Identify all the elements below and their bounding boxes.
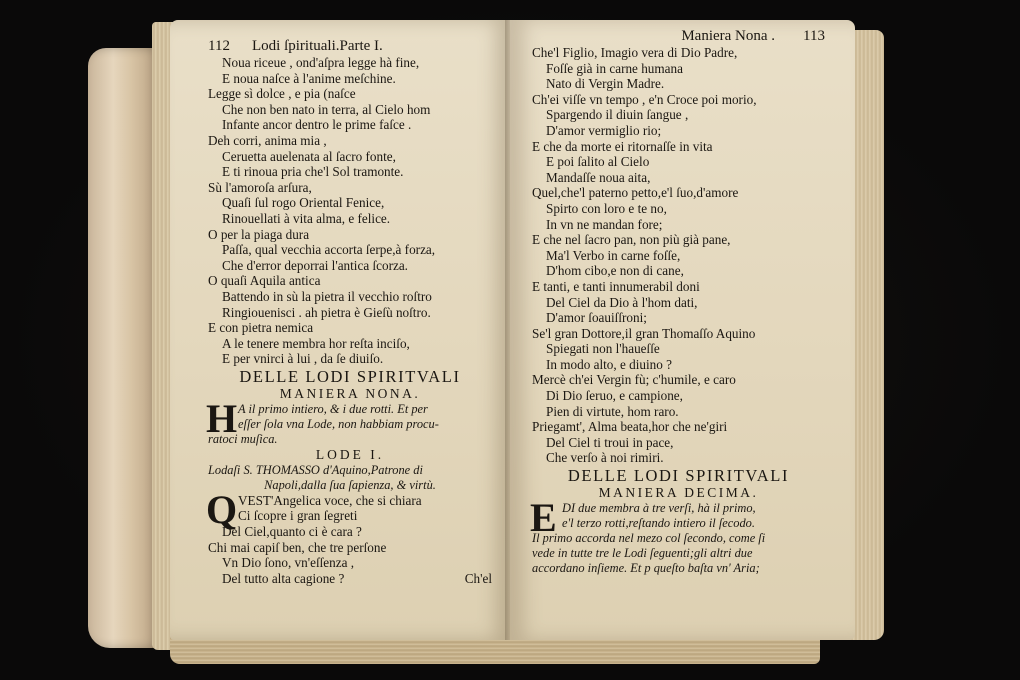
verse-line: Battendo in sù la pietra il vecchio roſtro [222, 288, 432, 304]
verse-line: Ma'l Verbo in carne foſſe, [546, 247, 681, 263]
running-head-title: Maniera Nona . [681, 28, 776, 44]
running-head [532, 28, 825, 45]
verse-line: Del Ciel,quanto ci è cara ? [222, 524, 362, 540]
intro-line: vede in tutte tre le Lodi ſeguenti;gli altri due [532, 546, 753, 561]
verse-line: E che da morte ei ritornaſſe in vita [532, 138, 713, 154]
verse-line: E noua naſce à l'anime meſchine. [222, 70, 396, 86]
verse-line: Rinouellati à vita alma, e felice. [222, 210, 391, 226]
page-number: 113 [803, 28, 825, 44]
intro-paragraph [530, 495, 825, 576]
section-title: DELLE LODI SPIRITVALI [567, 466, 790, 486]
running-head [208, 38, 492, 55]
verse-line: VEST'Angelica voce, che si chiara [238, 492, 422, 508]
verse-line: E ti rinoua pria che'l Sol tramonte. [222, 164, 404, 180]
verse-line: Nato di Vergin Madre. [546, 76, 665, 92]
catchword: Ch'el [464, 570, 492, 586]
verse-line: Noua riceue , ond'aſpra legge hà fine, [222, 55, 420, 70]
running-head-title: Lodi ſpirituali.Parte I. [252, 38, 383, 54]
verse-line: D'amor vermiglio rio; [546, 122, 662, 138]
verse-line: Che'l Figlio, Imagio vera di Dio Padre, [532, 45, 738, 60]
verse-line: Ch'ei viſſe vn tempo , e'n Croce poi morio, [532, 91, 757, 107]
dedication-line: Lodaſi S. THOMASSO d'Aquino,Patrone di [208, 462, 423, 477]
verse-line: Che d'error deporrai l'antica ſcorza. [222, 257, 408, 273]
verse-line: Che non ben nato in terra, al Cielo hom [222, 101, 431, 117]
verse-block [532, 45, 825, 466]
intro-line: e'l terzo rotti,reſtando intiero il ſecodo. [562, 516, 755, 531]
intro-line: DI due membra à tre verſi, hà il primo, [562, 501, 756, 516]
verse-block [208, 55, 492, 367]
verse-line: Vn Dio ſono, vn'eſſenza , [222, 555, 355, 571]
verse-line: Paſſa, qual vecchia accorta ſerpe,à forza, [222, 242, 436, 258]
verse-line: E tanti, e tanti innumerabil doni [532, 278, 700, 294]
verse-line: Quel,che'l paterno petto,e'l ſuo,d'amore [532, 185, 739, 201]
page-number: 112 [208, 38, 230, 54]
dedication-line: Napoli,dalla ſua ſapienza, & virtù. [264, 477, 436, 492]
verse-line: Spargendo il diuin ſangue , [546, 107, 689, 123]
verse-line: Del Ciel ti troui in pace, [546, 434, 674, 450]
verse-line: Di Dio ſeruo, e campione, [546, 388, 683, 404]
left-page [170, 20, 510, 640]
book-spine [88, 48, 160, 648]
intro-line: eſſer ſola vna Lode, non habbiam procu- [238, 416, 439, 431]
verse-line: Deh corri, anima mia , [208, 132, 327, 148]
verse-line: Mercè ch'ei Vergin fù; c'humile, e caro [532, 372, 736, 388]
verse-line-with-catchword [208, 571, 492, 587]
verse-line: Legge sì dolce , e pia (naſce [208, 86, 356, 102]
drop-cap: H [206, 395, 238, 441]
verse-block [208, 524, 492, 586]
verse-line: O per la piaga dura [208, 226, 310, 242]
right-page [510, 20, 855, 640]
verse-line: In vn ne mandan fore; [546, 216, 663, 232]
verse-line: Spirto con loro e te no, [546, 200, 667, 216]
verse-line: E poi ſalito al Cielo [546, 154, 650, 170]
verse-line: Pien di virtute, hom raro. [546, 403, 679, 419]
verse-line: Foſſe già in carne humana [546, 60, 683, 76]
section-subtitle: MANIERA DECIMA. [598, 485, 759, 501]
verse-line: Quaſi ſul rogo Oriental Fenice, [222, 195, 385, 211]
lode-heading: LODE I. [315, 446, 385, 462]
verse-line: E con pietra nemica [208, 320, 314, 336]
right-page-text [532, 28, 825, 576]
verse-line: Ringiouenisci . ah pietra è Gieſù noſtro. [222, 304, 431, 320]
verse-line: Ceruetta auelenata al ſacro fonte, [222, 148, 396, 164]
verse-line: Se'l gran Dottore,il gran Thomaſſo Aquino [532, 325, 756, 341]
verse-line: Chi mai capiſ ben, che tre perſone [208, 539, 387, 555]
verse-line: Spiegati non l'haueſſe [546, 341, 660, 357]
drop-cap: Q [206, 486, 238, 532]
intro-line: accordano inſieme. Et p queſto baſta vn' Aria; [532, 561, 760, 576]
left-page-text [208, 38, 492, 586]
verse-line: In modo alto, e diuino ? [546, 356, 672, 372]
verse-line: Infante ancor dentro le prime faſce . [222, 117, 412, 133]
verse-line: E che nel ſacro pan, non più già pane, [532, 232, 731, 248]
section-title: DELLE LODI SPIRITVALI [239, 366, 461, 386]
drop-cap: E [530, 495, 557, 541]
verse-line: Priegamt', Alma beata,hor che ne'giri [532, 419, 728, 435]
intro-line: Il primo accorda nel mezo col ſecondo, come ſi [532, 531, 766, 546]
verse-line: Sù l'amoroſa arſura, [208, 179, 312, 195]
verse-line: Ci ſcopre i gran ſegreti [238, 508, 358, 524]
verse-line: Che verſo à noi rimiri. [546, 450, 664, 466]
verse-line: Del tutto alta cagione ? [222, 570, 345, 586]
verse-line: O quaſi Aquila antica [208, 273, 321, 289]
verse-line: Mandaſſe noua aita, [546, 169, 651, 185]
verse-line: D'amor ſoauiſſroni; [546, 310, 647, 326]
intro-paragraph [206, 395, 492, 447]
verse-line: Del Ciel da Dio à l'hom dati, [546, 294, 698, 310]
verse-line: E per vnirci à lui , da ſe diuiſo. [222, 351, 384, 367]
verse-line: D'hom cibo,e non di cane, [546, 263, 684, 279]
verse-line: A le tenere membra hor reſta inciſo, [222, 335, 410, 351]
intro-line: A il primo intiero, & i due rotti. Et per [238, 401, 428, 416]
section-subtitle: MANIERA NONA. [279, 385, 421, 401]
intro-line: ratoci muſica. [208, 431, 278, 446]
